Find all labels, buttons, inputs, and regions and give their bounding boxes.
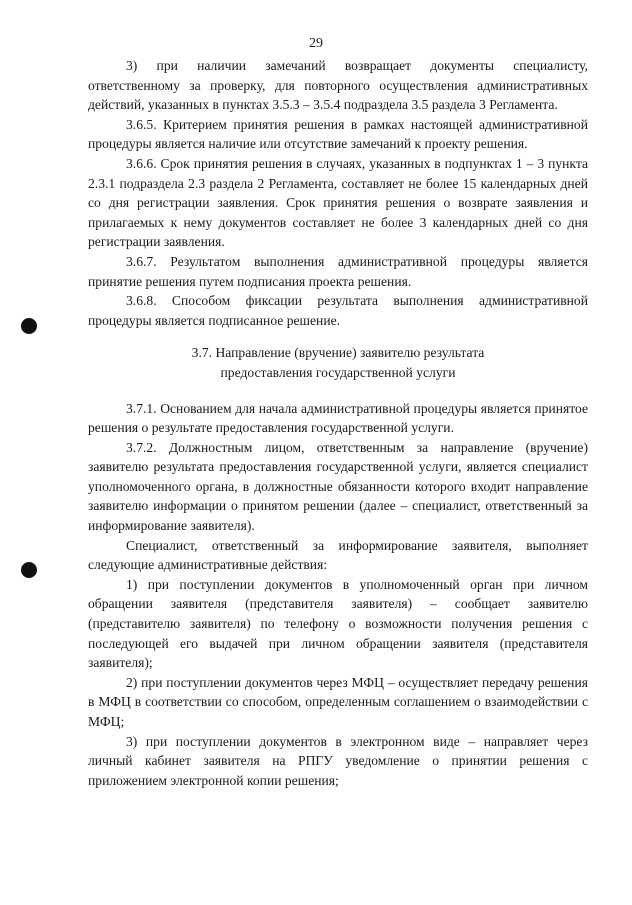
- section-heading-line-2: предоставления государственной услуги: [220, 364, 456, 380]
- paragraph-3-6-6: 3.6.6. Срок принятия решения в случаях, указанных в подпунктах 1 – 3 пункта 2.3.1 подраздела 2.3 раздела 2 Регламента, составляет не более 15 календарных дней со дня регистрации заявления. Срок принятия решения о возврате заявления и прилагаемых к нему документов составляет не более 3 календарных дней со дня регистрации заявления.: [88, 155, 588, 250]
- list-item-1-personal: 1) при поступлении документов в уполномоченный орган при личном обращении заявителя (представителя заявителя) – сообщает заявителю (представителю заявителя) по телефону о возможности получения решения с последующей его выдачей при личном обращении заявителя (представителя заявителя);: [88, 576, 588, 671]
- list-item-2-mfc: 2) при поступлении документов через МФЦ – осуществляет передачу решения в МФЦ в соответствии со способом, определенным соглашением о взаимодействии с МФЦ;: [88, 674, 588, 729]
- page-number: 29: [309, 36, 323, 51]
- paragraph-3-6-8: 3.6.8. Способом фиксации результата выполнения административной процедуры является подписанное решение.: [88, 293, 588, 328]
- punch-hole-mark: [21, 562, 37, 578]
- paragraph-3-7-1: 3.7.1. Основанием для начала административной процедуры является принятое решения о результате предоставления государственной услуги.: [88, 400, 588, 436]
- list-item-3-electronic: 3) при поступлении документов в электронном виде – направляет через личный кабинет заявителя на РПГУ уведомление о принятии решения с приложением электронной копии решения;: [88, 733, 588, 788]
- section-heading-3-7: [88, 343, 588, 382]
- paragraph-3-6-7: 3.6.7. Результатом выполнения административной процедуры является принятие решения путем подписания проекта решения.: [88, 253, 588, 289]
- paragraph-3-6-5: 3.6.5. Критерием принятия решения в рамках настоящей административной процедуры является наличие или отсутствие замечаний к проекту решения.: [88, 116, 588, 152]
- paragraph-specialist-actions: Специалист, ответственный за информирование заявителя, выполняет следующие административные действия:: [88, 537, 588, 573]
- paragraph-3-7-2: 3.7.2. Должностным лицом, ответственным за направление (вручение) заявителю результата предоставления государственной услуги, является специалист уполномоченного органа, в должностные обязанности которого входит направление заявителю информации о принятом решении (далее – специалист, ответственный за информирование заявителя).: [88, 439, 588, 534]
- section-heading-line-1: 3.7. Направление (вручение) заявителю результата: [191, 345, 485, 361]
- document-body: [88, 56, 588, 790]
- paragraph-item-3-return: 3) при наличии замечаний возвращает документы специалисту, ответственному за проверку, для повторного осуществления административных действий, указанных в пунктах 3.5.3 – 3.5.4 подраздела 3.5 раздела 3 Регламента.: [88, 58, 588, 113]
- punch-hole-mark: [21, 318, 37, 334]
